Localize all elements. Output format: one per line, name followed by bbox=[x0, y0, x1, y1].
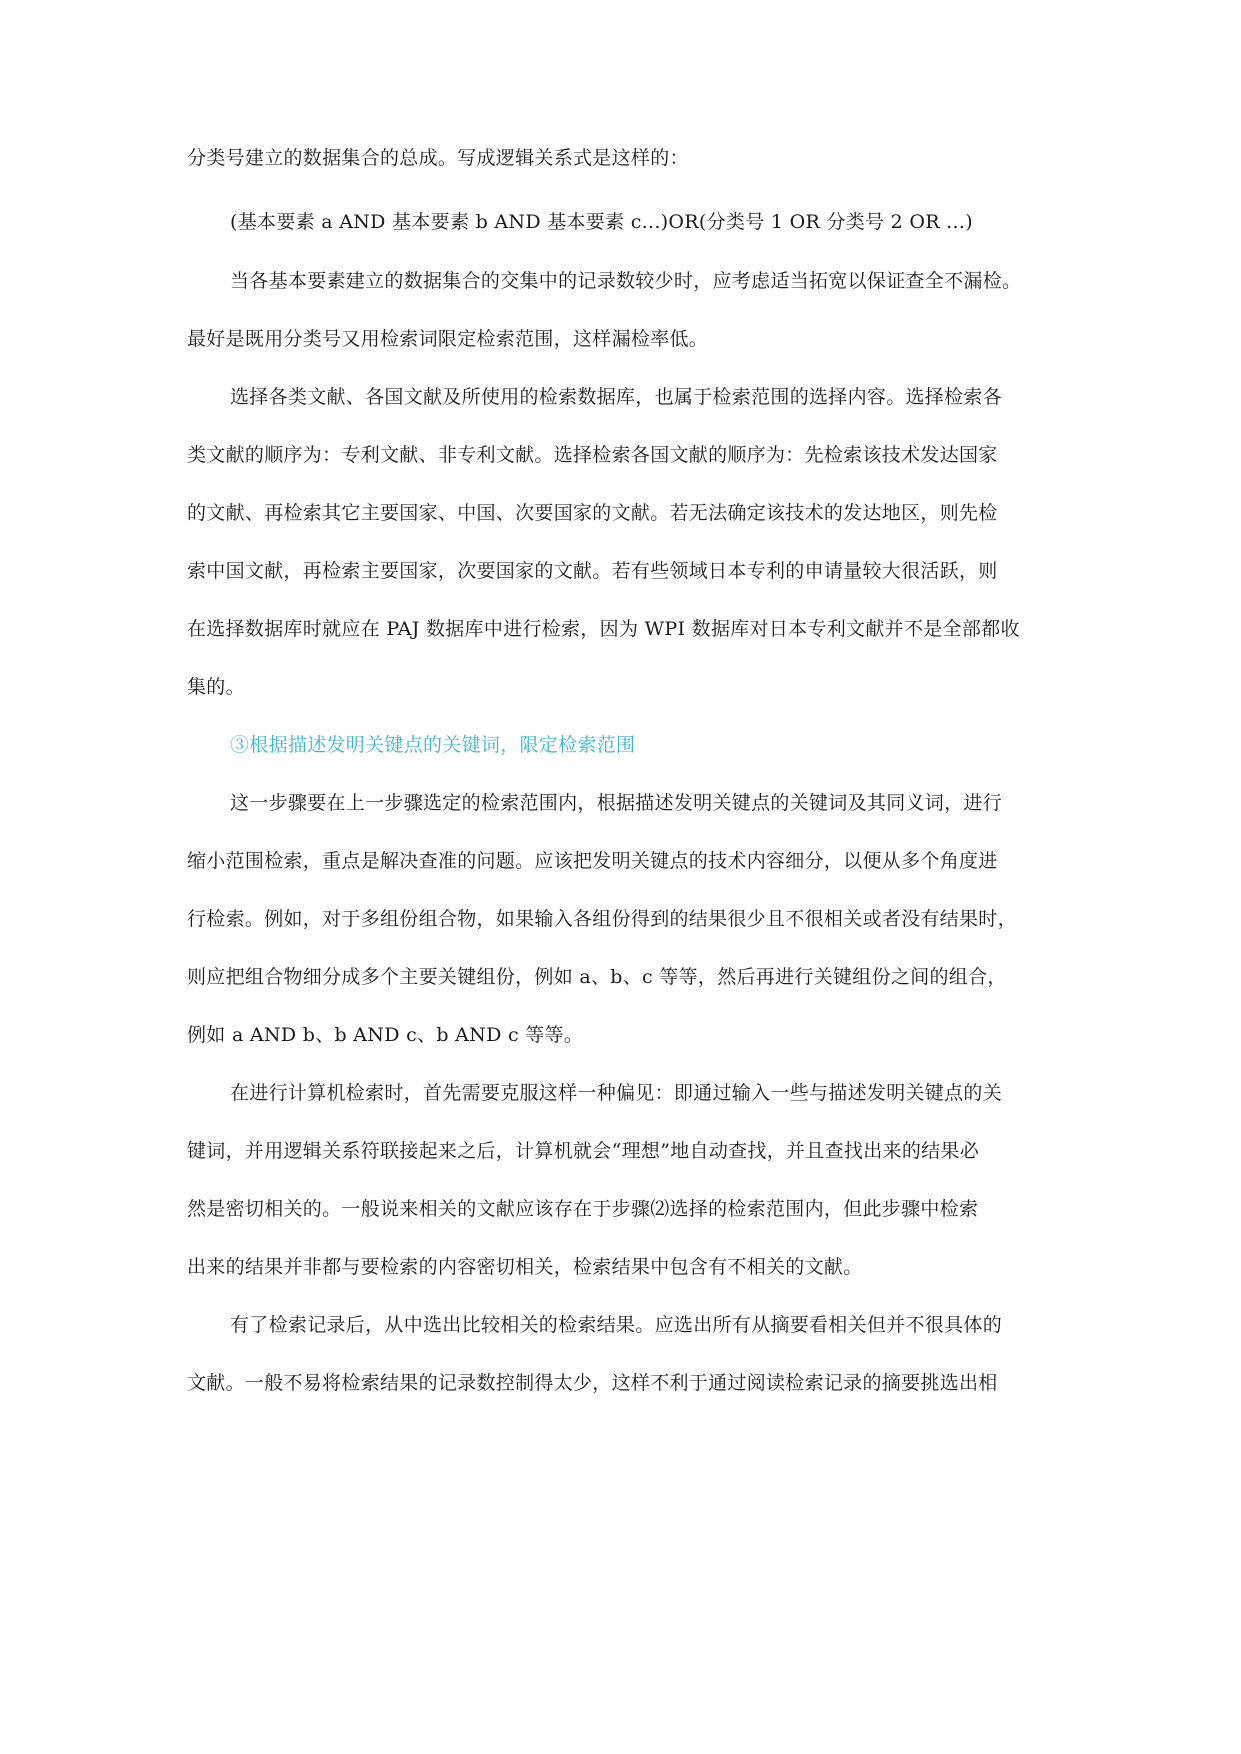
text-line-6: 类文献的顺序为：专利文献、非专利文献。选择检索各国文献的顺序为：先检索该技术发达国家 bbox=[187, 444, 998, 466]
text-line-7: 的文献、再检索其它主要国家、中国、次要国家的文献。若无法确定该技术的发达地区，则先检 bbox=[187, 502, 998, 524]
text-line-8: 索中国文献，再检索主要国家，次要国家的文献。若有些领域日本专利的申请量较大很活跃，则 bbox=[187, 560, 998, 582]
text-line-3: 当各基本要素建立的数据集合的交集中的记录数较少时，应考虑适当拓宽以保证查全不漏检。 bbox=[230, 270, 1022, 292]
text-line-4: 最好是既用分类号又用检索词限定检索范围，这样漏检率低。 bbox=[187, 328, 709, 350]
text-line-16: 例如 a AND b、b AND c、b AND c 等等。 bbox=[187, 1024, 584, 1046]
text-line-9: 在选择数据库时就应在 PAJ 数据库中进行检索，因为 WPI 数据库对日本专利文献并不是全部都收 bbox=[187, 618, 1020, 640]
text-line-14: 行检索。例如，对于多组份组合物，如果输入各组份得到的结果很少且不很相关或者没有结果时， bbox=[187, 908, 1017, 930]
text-line-21: 有了检索记录后，从中选出比较相关的检索结果。应选出所有从摘要看相关但并不很具体的 bbox=[230, 1314, 1003, 1336]
text-line-20: 出来的结果并非都与要检索的内容密切相关，检索结果中包含有不相关的文献。 bbox=[187, 1256, 863, 1278]
text-line-22: 文献。一般不易将检索结果的记录数控制得太少，这样不利于通过阅读检索记录的摘要挑选出相 bbox=[187, 1372, 998, 1394]
formula-line: (基本要素 a AND 基本要素 b AND 基本要素 c...)OR(分类号 1 OR 分类号 2 OR ...) bbox=[230, 211, 973, 233]
section-heading: ③根据描述发明关键点的关键词，限定检索范围 bbox=[230, 734, 636, 756]
text-line-17: 在进行计算机检索时，首先需要克服这样一种偏见：即通过输入一些与描述发明关键点的关 bbox=[230, 1082, 1003, 1104]
text-line-19: 然是密切相关的。一般说来相关的文献应该存在于步骤⑵选择的检索范围内，但此步骤中检索 bbox=[187, 1198, 979, 1220]
text-line-10: 集的。 bbox=[187, 676, 245, 698]
text-line-13: 缩小范围检索，重点是解决查准的问题。应该把发明关键点的技术内容细分，以便从多个角度进 bbox=[187, 850, 998, 872]
text-line-12: 这一步骤要在上一步骤选定的检索范围内，根据描述发明关键点的关键词及其同义词，进行 bbox=[230, 792, 1003, 814]
text-line-5: 选择各类文献、各国文献及所使用的检索数据库，也属于检索范围的选择内容。选择检索各 bbox=[230, 386, 1003, 408]
text-line-15: 则应把组合物细分成多个主要关键组份，例如 a、b、c 等等，然后再进行关键组份之间的组合， bbox=[187, 966, 1007, 988]
text-line-18: 键词，并用逻辑关系符联接起来之后，计算机就会“理想”地自动查找，并且查找出来的结果必 bbox=[187, 1140, 980, 1162]
text-line-1: 分类号建立的数据集合的总成。写成逻辑关系式是这样的： bbox=[187, 147, 689, 169]
